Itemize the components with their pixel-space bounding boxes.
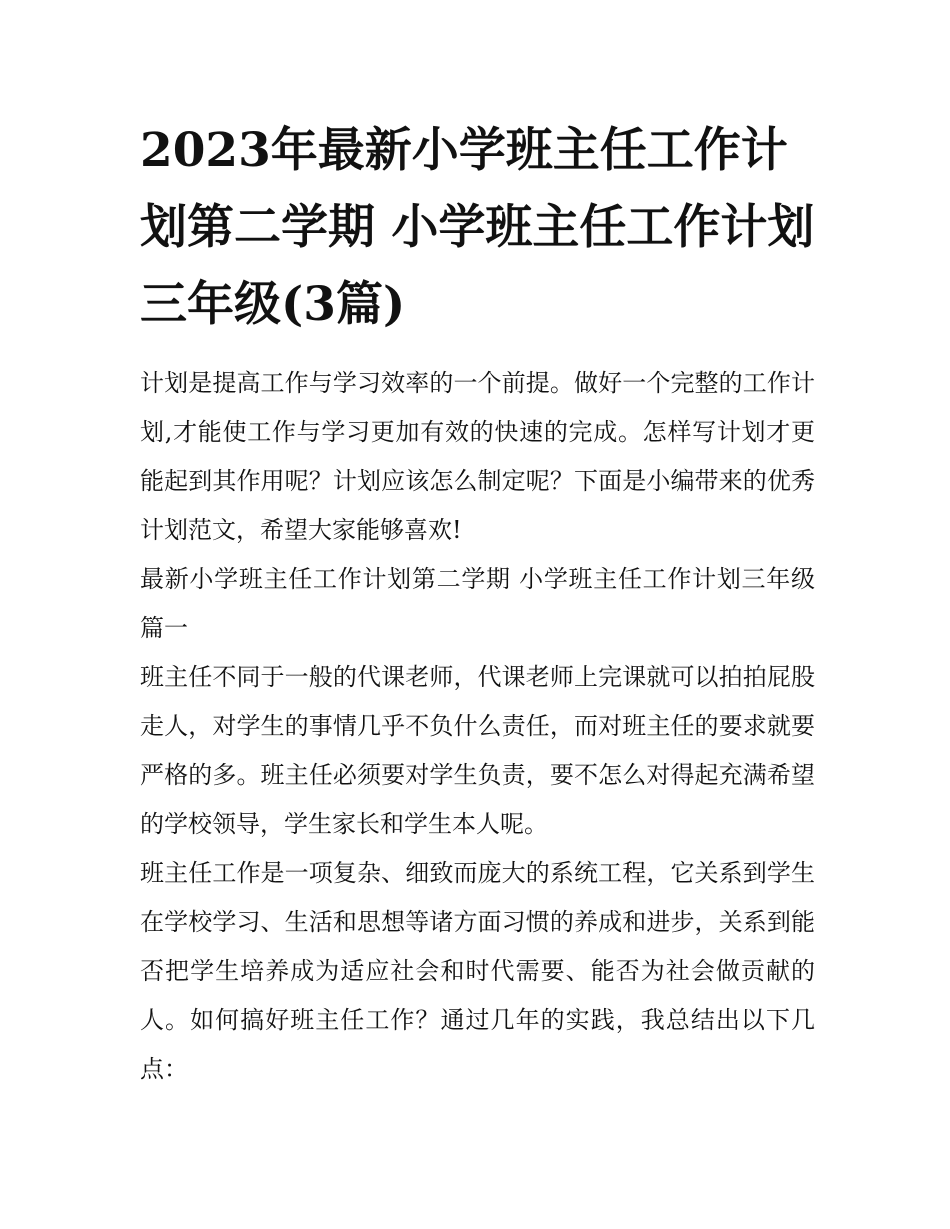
intro-paragraph: 计划是提高工作与学习效率的一个前提。做好一个完整的工作计划,才能使工作与学习更加有效的快速的完成。怎样写计划才更能起到其作用呢？计划应该怎么制定呢？下面是小编带来的优秀计划范文，希望大家能够喜欢! [140,369,815,544]
body-paragraph-1: 班主任不同于一般的代课老师，代课老师上完课就可以拍拍屁股走人，对学生的事情几乎不负什么责任，而对班主任的要求就要严格的多。班主任必须要对学生负责，要不怎么对得起充满希望的学校领导，学生家长和学生本人呢。 [140,663,815,838]
document-page [140,112,815,1094]
document-title: 2023年最新小学班主任工作计划第二学期 小学班主任工作计划三年级(3篇) [140,123,815,332]
section-heading: 最新小学班主任工作计划第二学期 小学班主任工作计划三年级篇一 [140,565,815,642]
body-paragraph-2: 班主任工作是一项复杂、细致而庞大的系统工程，它关系到学生在学校学习、生活和思想等诸方面习惯的养成和进步，关系到能否把学生培养成为适应社会和时代需要、能否为社会做贡献的人。如何搞好班主任工作？通过几年的实践，我总结出以下几点： [140,859,815,1083]
